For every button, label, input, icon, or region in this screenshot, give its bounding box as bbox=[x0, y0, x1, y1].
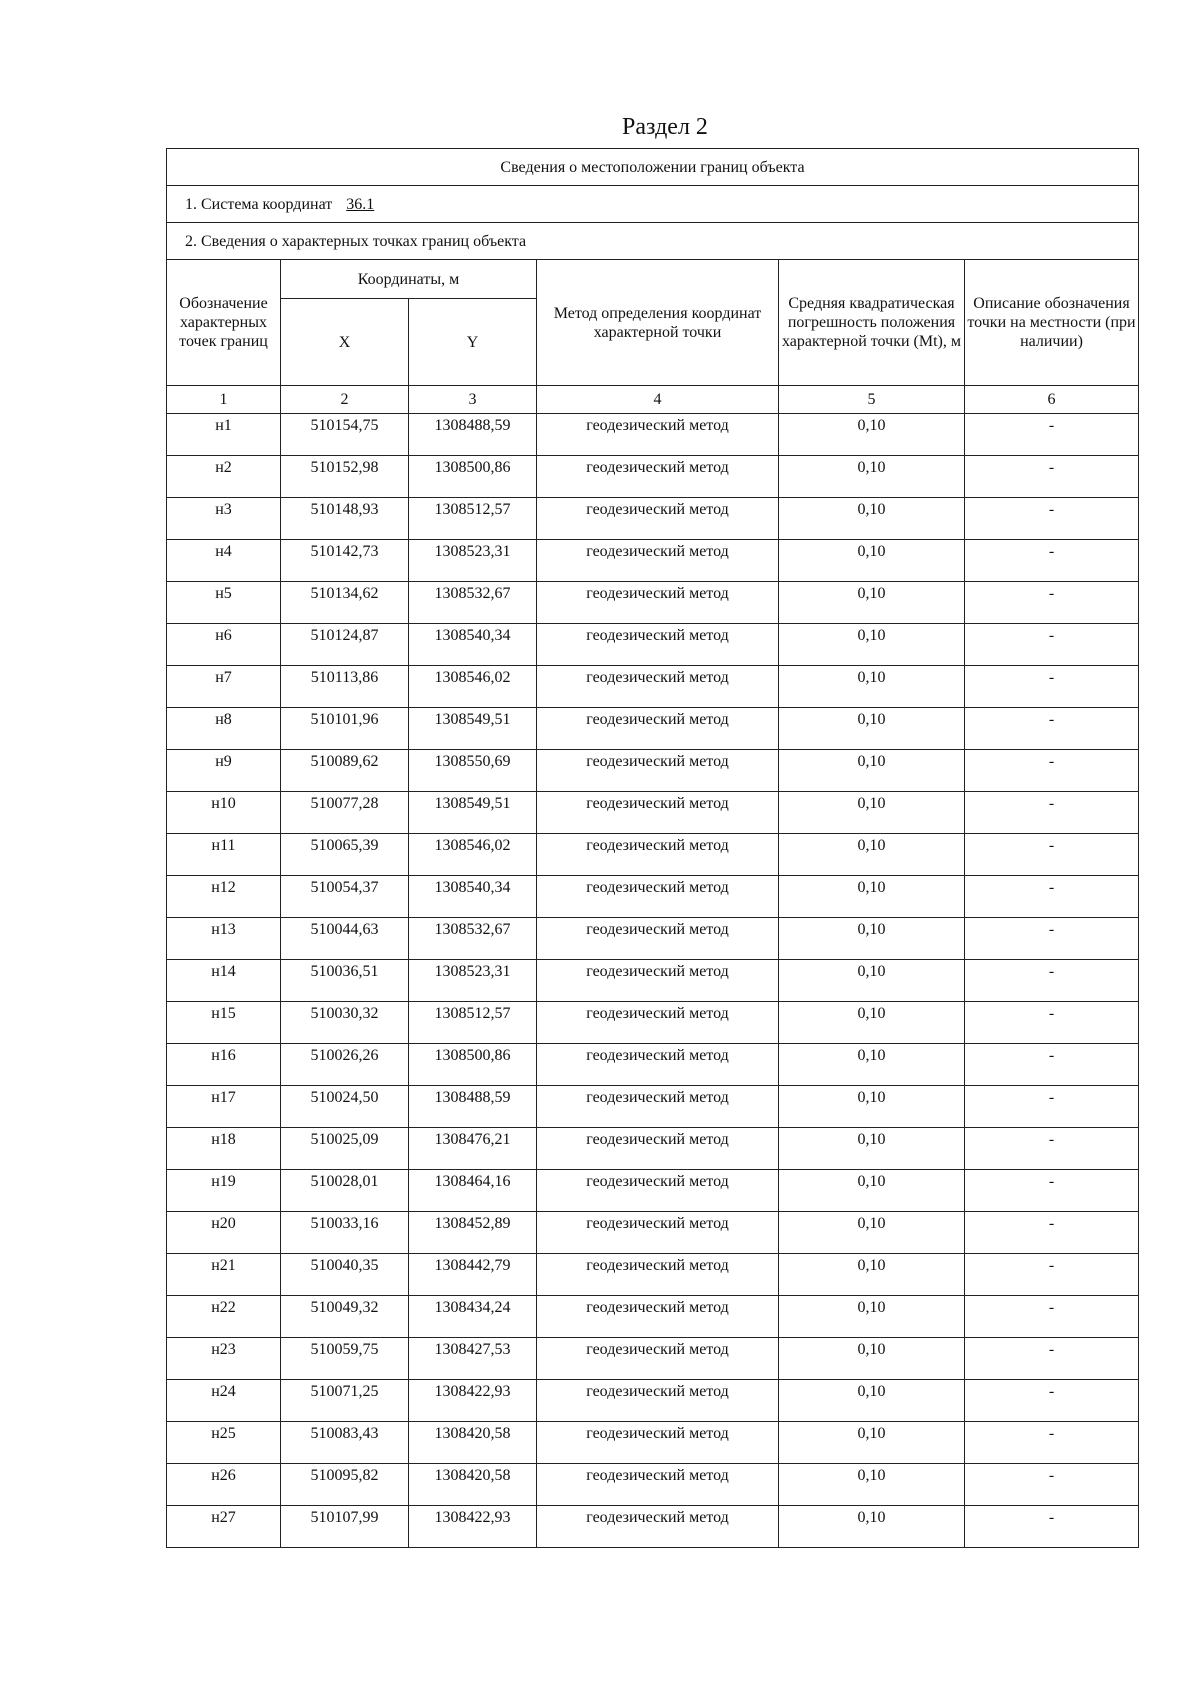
point-y-cell: 1308420,58 bbox=[409, 1464, 537, 1506]
point-description-cell: - bbox=[965, 1296, 1139, 1338]
point-method-cell: геодезический метод bbox=[537, 414, 779, 456]
point-designation-cell: н5 bbox=[167, 582, 281, 624]
point-accuracy-cell: 0,10 bbox=[779, 792, 965, 834]
column-number: 3 bbox=[409, 386, 537, 414]
point-method-cell: геодезический метод bbox=[537, 540, 779, 582]
point-description-cell: - bbox=[965, 540, 1139, 582]
point-description-cell: - bbox=[965, 918, 1139, 960]
point-designation-cell: н18 bbox=[167, 1128, 281, 1170]
point-y-cell: 1308512,57 bbox=[409, 498, 537, 540]
point-method-cell: геодезический метод bbox=[537, 834, 779, 876]
table-row bbox=[167, 582, 1139, 624]
point-y-cell: 1308512,57 bbox=[409, 1002, 537, 1044]
point-x-cell: 510049,32 bbox=[281, 1296, 409, 1338]
point-method-cell: геодезический метод bbox=[537, 498, 779, 540]
point-x-cell: 510113,86 bbox=[281, 666, 409, 708]
point-y-cell: 1308550,69 bbox=[409, 750, 537, 792]
point-accuracy-cell: 0,10 bbox=[779, 918, 965, 960]
column-number: 5 bbox=[779, 386, 965, 414]
point-description-cell: - bbox=[965, 1338, 1139, 1380]
point-method-cell: геодезический метод bbox=[537, 708, 779, 750]
column-number: 4 bbox=[537, 386, 779, 414]
point-accuracy-cell: 0,10 bbox=[779, 498, 965, 540]
table-row bbox=[167, 414, 1139, 456]
point-y-cell: 1308540,34 bbox=[409, 876, 537, 918]
point-x-cell: 510030,32 bbox=[281, 1002, 409, 1044]
table-row bbox=[167, 834, 1139, 876]
point-y-cell: 1308452,89 bbox=[409, 1212, 537, 1254]
table-row bbox=[167, 498, 1139, 540]
point-designation-cell: н6 bbox=[167, 624, 281, 666]
point-accuracy-cell: 0,10 bbox=[779, 834, 965, 876]
point-method-cell: геодезический метод bbox=[537, 1422, 779, 1464]
point-designation-cell: н7 bbox=[167, 666, 281, 708]
point-y-cell: 1308523,31 bbox=[409, 960, 537, 1002]
point-description-cell: - bbox=[965, 708, 1139, 750]
point-accuracy-cell: 0,10 bbox=[779, 1464, 965, 1506]
point-designation-cell: н26 bbox=[167, 1464, 281, 1506]
point-method-cell: геодезический метод bbox=[537, 666, 779, 708]
table-row bbox=[167, 708, 1139, 750]
point-y-cell: 1308546,02 bbox=[409, 666, 537, 708]
point-description-cell: - bbox=[965, 1044, 1139, 1086]
column-number: 1 bbox=[167, 386, 281, 414]
point-accuracy-cell: 0,10 bbox=[779, 1044, 965, 1086]
point-designation-cell: н2 bbox=[167, 456, 281, 498]
point-x-cell: 510040,35 bbox=[281, 1254, 409, 1296]
point-description-cell: - bbox=[965, 1506, 1139, 1548]
point-designation-cell: н1 bbox=[167, 414, 281, 456]
point-method-cell: геодезический метод bbox=[537, 1380, 779, 1422]
header-coordinates: Координаты, м bbox=[281, 260, 537, 299]
header-description: Описание обозначения точки на местности (при наличии) bbox=[965, 260, 1139, 386]
point-designation-cell: н22 bbox=[167, 1296, 281, 1338]
point-y-cell: 1308500,86 bbox=[409, 456, 537, 498]
point-y-cell: 1308546,02 bbox=[409, 834, 537, 876]
point-accuracy-cell: 0,10 bbox=[779, 624, 965, 666]
point-designation-cell: н23 bbox=[167, 1338, 281, 1380]
point-x-cell: 510124,87 bbox=[281, 624, 409, 666]
table-row bbox=[167, 876, 1139, 918]
point-accuracy-cell: 0,10 bbox=[779, 876, 965, 918]
point-method-cell: геодезический метод bbox=[537, 1044, 779, 1086]
point-x-cell: 510142,73 bbox=[281, 540, 409, 582]
point-method-cell: геодезический метод bbox=[537, 792, 779, 834]
point-y-cell: 1308540,34 bbox=[409, 624, 537, 666]
point-y-cell: 1308523,31 bbox=[409, 540, 537, 582]
point-x-cell: 510044,63 bbox=[281, 918, 409, 960]
header-accuracy: Средняя квадратическая погрешность положения характерной точки (Mt), м bbox=[779, 260, 965, 386]
point-description-cell: - bbox=[965, 750, 1139, 792]
point-designation-cell: н17 bbox=[167, 1086, 281, 1128]
table-row bbox=[167, 1044, 1139, 1086]
points-heading: 2. Сведения о характерных точках границ объекта bbox=[167, 223, 1139, 260]
point-description-cell: - bbox=[965, 666, 1139, 708]
point-description-cell: - bbox=[965, 1212, 1139, 1254]
point-designation-cell: н27 bbox=[167, 1506, 281, 1548]
point-description-cell: - bbox=[965, 876, 1139, 918]
point-accuracy-cell: 0,10 bbox=[779, 456, 965, 498]
point-x-cell: 510095,82 bbox=[281, 1464, 409, 1506]
point-method-cell: геодезический метод bbox=[537, 1170, 779, 1212]
point-x-cell: 510154,75 bbox=[281, 414, 409, 456]
point-method-cell: геодезический метод bbox=[537, 750, 779, 792]
table-row bbox=[167, 1296, 1139, 1338]
point-description-cell: - bbox=[965, 456, 1139, 498]
point-method-cell: геодезический метод bbox=[537, 1254, 779, 1296]
table-row bbox=[167, 1464, 1139, 1506]
boundary-points-table bbox=[166, 148, 1139, 1548]
point-accuracy-cell: 0,10 bbox=[779, 708, 965, 750]
table-row bbox=[167, 1254, 1139, 1296]
point-x-cell: 510083,43 bbox=[281, 1422, 409, 1464]
point-designation-cell: н12 bbox=[167, 876, 281, 918]
point-x-cell: 510036,51 bbox=[281, 960, 409, 1002]
point-method-cell: геодезический метод bbox=[537, 456, 779, 498]
point-description-cell: - bbox=[965, 1380, 1139, 1422]
point-accuracy-cell: 0,10 bbox=[779, 1128, 965, 1170]
point-designation-cell: н8 bbox=[167, 708, 281, 750]
point-y-cell: 1308420,58 bbox=[409, 1422, 537, 1464]
table-row bbox=[167, 1170, 1139, 1212]
point-x-cell: 510077,28 bbox=[281, 792, 409, 834]
point-accuracy-cell: 0,10 bbox=[779, 1254, 965, 1296]
table-row bbox=[167, 792, 1139, 834]
point-designation-cell: н20 bbox=[167, 1212, 281, 1254]
point-designation-cell: н19 bbox=[167, 1170, 281, 1212]
table-row bbox=[167, 918, 1139, 960]
point-method-cell: геодезический метод bbox=[537, 1212, 779, 1254]
point-y-cell: 1308422,93 bbox=[409, 1506, 537, 1548]
table-row bbox=[167, 960, 1139, 1002]
point-description-cell: - bbox=[965, 624, 1139, 666]
header-y: Y bbox=[409, 299, 537, 386]
column-number: 6 bbox=[965, 386, 1139, 414]
point-designation-cell: н16 bbox=[167, 1044, 281, 1086]
point-description-cell: - bbox=[965, 1464, 1139, 1506]
point-accuracy-cell: 0,10 bbox=[779, 1170, 965, 1212]
point-y-cell: 1308488,59 bbox=[409, 1086, 537, 1128]
point-x-cell: 510059,75 bbox=[281, 1338, 409, 1380]
point-y-cell: 1308442,79 bbox=[409, 1254, 537, 1296]
table-row bbox=[167, 624, 1139, 666]
point-x-cell: 510107,99 bbox=[281, 1506, 409, 1548]
point-designation-cell: н25 bbox=[167, 1422, 281, 1464]
column-numbers-row bbox=[167, 386, 1139, 414]
point-y-cell: 1308427,53 bbox=[409, 1338, 537, 1380]
section-title: Раздел 2 bbox=[622, 114, 708, 140]
point-accuracy-cell: 0,10 bbox=[779, 1380, 965, 1422]
table-row bbox=[167, 1422, 1139, 1464]
point-method-cell: геодезический метод bbox=[537, 624, 779, 666]
point-method-cell: геодезический метод bbox=[537, 876, 779, 918]
point-description-cell: - bbox=[965, 414, 1139, 456]
point-accuracy-cell: 0,10 bbox=[779, 750, 965, 792]
table-row bbox=[167, 1338, 1139, 1380]
table-row bbox=[167, 540, 1139, 582]
point-y-cell: 1308549,51 bbox=[409, 708, 537, 750]
point-x-cell: 510101,96 bbox=[281, 708, 409, 750]
point-method-cell: геодезический метод bbox=[537, 1086, 779, 1128]
point-accuracy-cell: 0,10 bbox=[779, 666, 965, 708]
point-x-cell: 510148,93 bbox=[281, 498, 409, 540]
point-designation-cell: н13 bbox=[167, 918, 281, 960]
point-x-cell: 510024,50 bbox=[281, 1086, 409, 1128]
coord-system-row bbox=[167, 186, 1139, 223]
point-method-cell: геодезический метод bbox=[537, 582, 779, 624]
point-description-cell: - bbox=[965, 792, 1139, 834]
point-x-cell: 510089,62 bbox=[281, 750, 409, 792]
point-description-cell: - bbox=[965, 1254, 1139, 1296]
table-row bbox=[167, 1212, 1139, 1254]
point-method-cell: геодезический метод bbox=[537, 1506, 779, 1548]
point-method-cell: геодезический метод bbox=[537, 1128, 779, 1170]
column-number: 2 bbox=[281, 386, 409, 414]
point-accuracy-cell: 0,10 bbox=[779, 1086, 965, 1128]
point-description-cell: - bbox=[965, 1422, 1139, 1464]
table-title: Сведения о местоположении границ объекта bbox=[167, 149, 1139, 186]
point-accuracy-cell: 0,10 bbox=[779, 1296, 965, 1338]
point-method-cell: геодезический метод bbox=[537, 1464, 779, 1506]
point-designation-cell: н24 bbox=[167, 1380, 281, 1422]
coord-system-value: 36.1 bbox=[346, 195, 375, 213]
point-designation-cell: н15 bbox=[167, 1002, 281, 1044]
point-description-cell: - bbox=[965, 498, 1139, 540]
header-x: X bbox=[281, 299, 409, 386]
point-method-cell: геодезический метод bbox=[537, 1296, 779, 1338]
point-description-cell: - bbox=[965, 960, 1139, 1002]
point-x-cell: 510026,26 bbox=[281, 1044, 409, 1086]
table-row bbox=[167, 666, 1139, 708]
point-designation-cell: н4 bbox=[167, 540, 281, 582]
point-accuracy-cell: 0,10 bbox=[779, 1212, 965, 1254]
point-designation-cell: н10 bbox=[167, 792, 281, 834]
coord-system-label: 1. Система координат bbox=[185, 195, 333, 213]
point-accuracy-cell: 0,10 bbox=[779, 960, 965, 1002]
point-description-cell: - bbox=[965, 1170, 1139, 1212]
point-y-cell: 1308422,93 bbox=[409, 1380, 537, 1422]
point-y-cell: 1308500,86 bbox=[409, 1044, 537, 1086]
point-method-cell: геодезический метод bbox=[537, 1002, 779, 1044]
point-y-cell: 1308549,51 bbox=[409, 792, 537, 834]
point-x-cell: 510071,25 bbox=[281, 1380, 409, 1422]
point-accuracy-cell: 0,10 bbox=[779, 540, 965, 582]
point-y-cell: 1308464,16 bbox=[409, 1170, 537, 1212]
table-row bbox=[167, 1128, 1139, 1170]
point-x-cell: 510134,62 bbox=[281, 582, 409, 624]
point-y-cell: 1308532,67 bbox=[409, 582, 537, 624]
point-accuracy-cell: 0,10 bbox=[779, 582, 965, 624]
point-method-cell: геодезический метод bbox=[537, 918, 779, 960]
point-designation-cell: н9 bbox=[167, 750, 281, 792]
point-method-cell: геодезический метод bbox=[537, 960, 779, 1002]
point-designation-cell: н3 bbox=[167, 498, 281, 540]
point-description-cell: - bbox=[965, 582, 1139, 624]
point-y-cell: 1308532,67 bbox=[409, 918, 537, 960]
point-y-cell: 1308434,24 bbox=[409, 1296, 537, 1338]
point-accuracy-cell: 0,10 bbox=[779, 1002, 965, 1044]
point-description-cell: - bbox=[965, 1086, 1139, 1128]
table-row bbox=[167, 1380, 1139, 1422]
point-y-cell: 1308488,59 bbox=[409, 414, 537, 456]
table-row bbox=[167, 1002, 1139, 1044]
point-x-cell: 510028,01 bbox=[281, 1170, 409, 1212]
table-row bbox=[167, 1086, 1139, 1128]
point-designation-cell: н14 bbox=[167, 960, 281, 1002]
point-accuracy-cell: 0,10 bbox=[779, 414, 965, 456]
point-accuracy-cell: 0,10 bbox=[779, 1338, 965, 1380]
table-row bbox=[167, 1506, 1139, 1548]
point-x-cell: 510065,39 bbox=[281, 834, 409, 876]
point-designation-cell: н11 bbox=[167, 834, 281, 876]
table-row bbox=[167, 456, 1139, 498]
point-description-cell: - bbox=[965, 1002, 1139, 1044]
point-accuracy-cell: 0,10 bbox=[779, 1422, 965, 1464]
point-x-cell: 510025,09 bbox=[281, 1128, 409, 1170]
point-x-cell: 510033,16 bbox=[281, 1212, 409, 1254]
point-method-cell: геодезический метод bbox=[537, 1338, 779, 1380]
point-y-cell: 1308476,21 bbox=[409, 1128, 537, 1170]
point-designation-cell: н21 bbox=[167, 1254, 281, 1296]
point-accuracy-cell: 0,10 bbox=[779, 1506, 965, 1548]
table-row bbox=[167, 750, 1139, 792]
point-x-cell: 510152,98 bbox=[281, 456, 409, 498]
header-method: Метод определения координат характерной точки bbox=[537, 260, 779, 386]
point-description-cell: - bbox=[965, 834, 1139, 876]
header-designation: Обозначение характерных точек границ bbox=[167, 260, 281, 386]
point-description-cell: - bbox=[965, 1128, 1139, 1170]
point-x-cell: 510054,37 bbox=[281, 876, 409, 918]
